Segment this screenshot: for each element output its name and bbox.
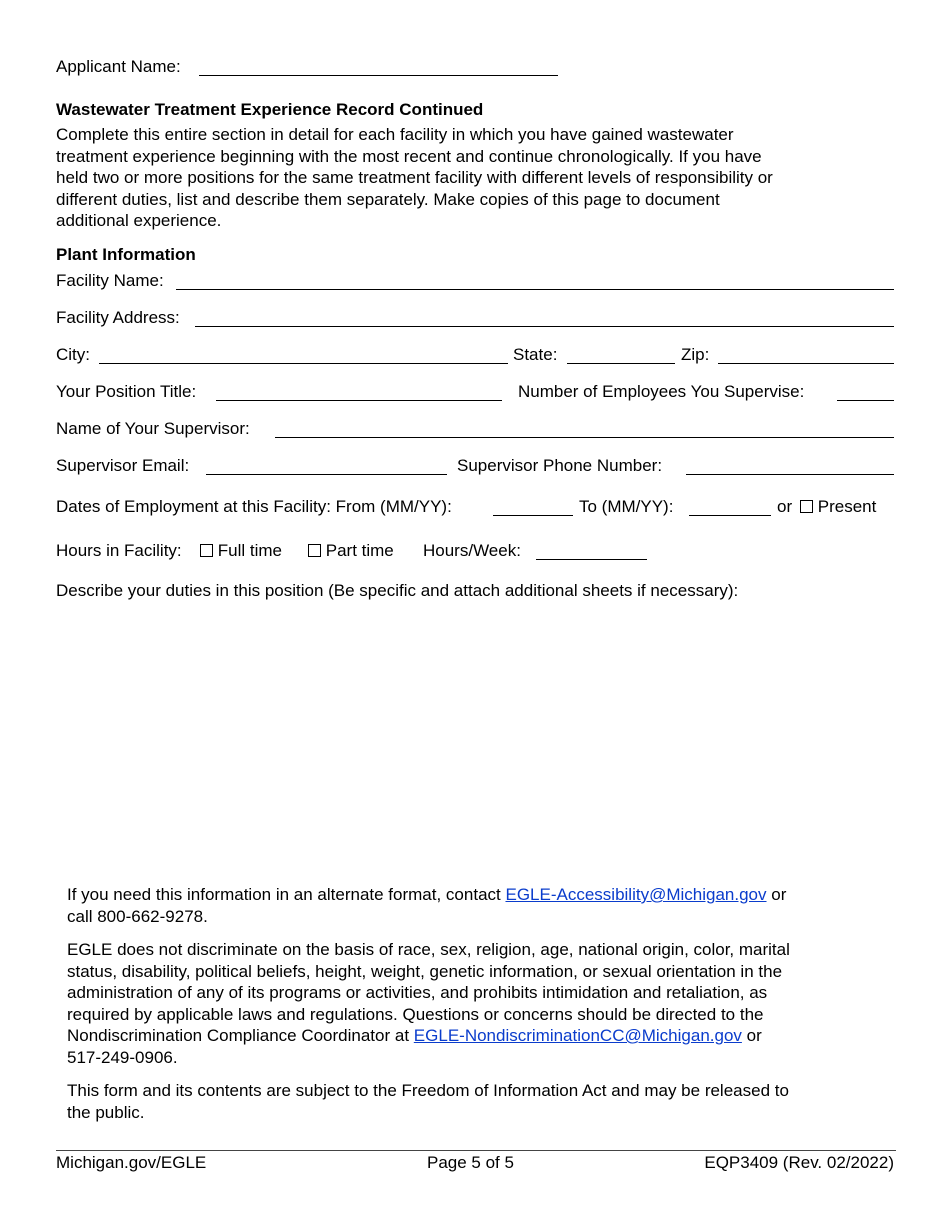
hours-label: Hours in Facility: <box>56 541 182 560</box>
footer-form-id: EQP3409 (Rev. 02/2022) <box>704 1153 894 1172</box>
supervisor-email-label: Supervisor Email: <box>56 456 190 475</box>
supervisor-name-field[interactable] <box>275 437 894 438</box>
nondiscrimination-notice <box>67 939 790 1068</box>
foia-line: the public. <box>67 1102 145 1122</box>
city-field[interactable] <box>99 363 508 364</box>
city-label: City: <box>56 345 90 364</box>
nondiscrimination-line: EGLE does not discriminate on the basis of race, sex, religion, age, national origin, color, marital <box>67 940 790 959</box>
facility-name-field[interactable] <box>176 289 894 290</box>
full-time-group <box>200 540 282 562</box>
full-time-label: Full time <box>217 541 282 560</box>
section-title: Wastewater Treatment Experience Record Continued <box>56 100 484 119</box>
date-to-field[interactable] <box>689 515 771 516</box>
instructions-paragraph <box>56 124 773 232</box>
instructions-line: treatment experience beginning with the most recent and continue chronologically. If you have <box>56 146 762 166</box>
nondiscrimination-line: required by applicable laws and regulations. Questions or concerns should be directed to the <box>67 1004 764 1024</box>
part-time-group <box>308 540 394 562</box>
accessibility-line <box>67 884 786 906</box>
present-label: Present <box>817 497 877 516</box>
city-state-zip-row <box>56 344 896 366</box>
instructions-line: held two or more positions for the same treatment facility with different levels of responsibility or <box>56 168 773 187</box>
present-checkbox[interactable] <box>800 500 813 513</box>
supervisor-phone-label: Supervisor Phone Number: <box>457 456 663 475</box>
duties-textarea[interactable] <box>56 610 898 874</box>
hours-week-label: Hours/Week: <box>423 541 521 560</box>
dates-row <box>56 496 896 518</box>
accessibility-or: or <box>771 885 787 904</box>
nondiscrimination-line: administration of any of its programs or activities, and prohibits intimidation and retaliation, as <box>67 983 768 1002</box>
dates-to-label: To (MM/YY): <box>579 497 674 516</box>
accessibility-email-link[interactable]: EGLE-Accessibility@Michigan.gov <box>505 885 767 904</box>
instructions-line: different duties, list and describe them separately. Make copies of this page to document <box>56 189 720 209</box>
position-title-label: Your Position Title: <box>56 382 197 401</box>
nondiscrimination-line <box>67 1025 790 1047</box>
part-time-checkbox[interactable] <box>308 544 321 557</box>
applicant-name-field[interactable] <box>199 75 558 76</box>
facility-address-label: Facility Address: <box>56 308 180 327</box>
accessibility-text: If you need this information in an alternate format, contact <box>67 885 501 904</box>
facility-name-label: Facility Name: <box>56 271 164 290</box>
date-from-field[interactable] <box>493 515 573 516</box>
instructions-line: additional experience. <box>56 211 222 230</box>
footer-page-number: Page 5 of 5 <box>427 1153 514 1172</box>
supervisor-contact-row <box>56 455 896 477</box>
facility-name-row <box>56 270 896 292</box>
instructions-line: Complete this entire section in detail for each facility in which you have gained wastewater <box>56 125 734 144</box>
facility-address-row <box>56 307 896 329</box>
accessibility-notice <box>67 884 786 927</box>
nondiscrimination-email-link[interactable]: EGLE-NondiscriminationCC@Michigan.gov <box>413 1026 742 1045</box>
foia-line: This form and its contents are subject to the Freedom of Information Act and may be released to <box>67 1081 789 1100</box>
supervisor-name-row <box>56 418 896 440</box>
foia-notice <box>67 1080 789 1123</box>
state-field[interactable] <box>567 363 675 364</box>
footer-site: Michigan.gov/EGLE <box>56 1153 207 1172</box>
zip-label: Zip: <box>681 345 710 364</box>
nondiscrimination-coordinator-text: Nondiscrimination Compliance Coordinator at <box>67 1026 410 1045</box>
state-label: State: <box>513 345 558 364</box>
nondiscrimination-or: or <box>746 1026 762 1045</box>
plant-info-heading: Plant Information <box>56 245 196 264</box>
present-checkbox-group <box>800 496 876 518</box>
applicant-name-label: Applicant Name: <box>56 57 181 76</box>
footer-divider <box>56 1150 896 1151</box>
position-title-field[interactable] <box>216 400 502 401</box>
position-row <box>56 381 896 403</box>
zip-field[interactable] <box>718 363 894 364</box>
supervisor-name-label: Name of Your Supervisor: <box>56 419 250 438</box>
full-time-checkbox[interactable] <box>200 544 213 557</box>
facility-address-field[interactable] <box>195 326 894 327</box>
accessibility-phone-line: call 800-662-9278. <box>67 906 208 926</box>
hours-week-field[interactable] <box>536 559 647 560</box>
part-time-label: Part time <box>325 541 394 560</box>
nondiscrimination-phone-line: 517-249-0906. <box>67 1047 178 1067</box>
dates-from-label: Dates of Employment at this Facility: From (MM/YY): <box>56 497 452 516</box>
employees-supervised-field[interactable] <box>837 400 894 401</box>
supervisor-phone-field[interactable] <box>686 474 894 475</box>
hours-row <box>56 540 896 562</box>
supervisor-email-field[interactable] <box>206 474 447 475</box>
or-label: or <box>777 497 793 516</box>
duties-label: Describe your duties in this position (Be specific and attach additional sheets if necessary): <box>56 581 739 600</box>
employees-supervised-label: Number of Employees You Supervise: <box>518 382 805 401</box>
nondiscrimination-line: status, disability, political beliefs, height, weight, genetic information, or sexual orientation in the <box>67 961 783 981</box>
